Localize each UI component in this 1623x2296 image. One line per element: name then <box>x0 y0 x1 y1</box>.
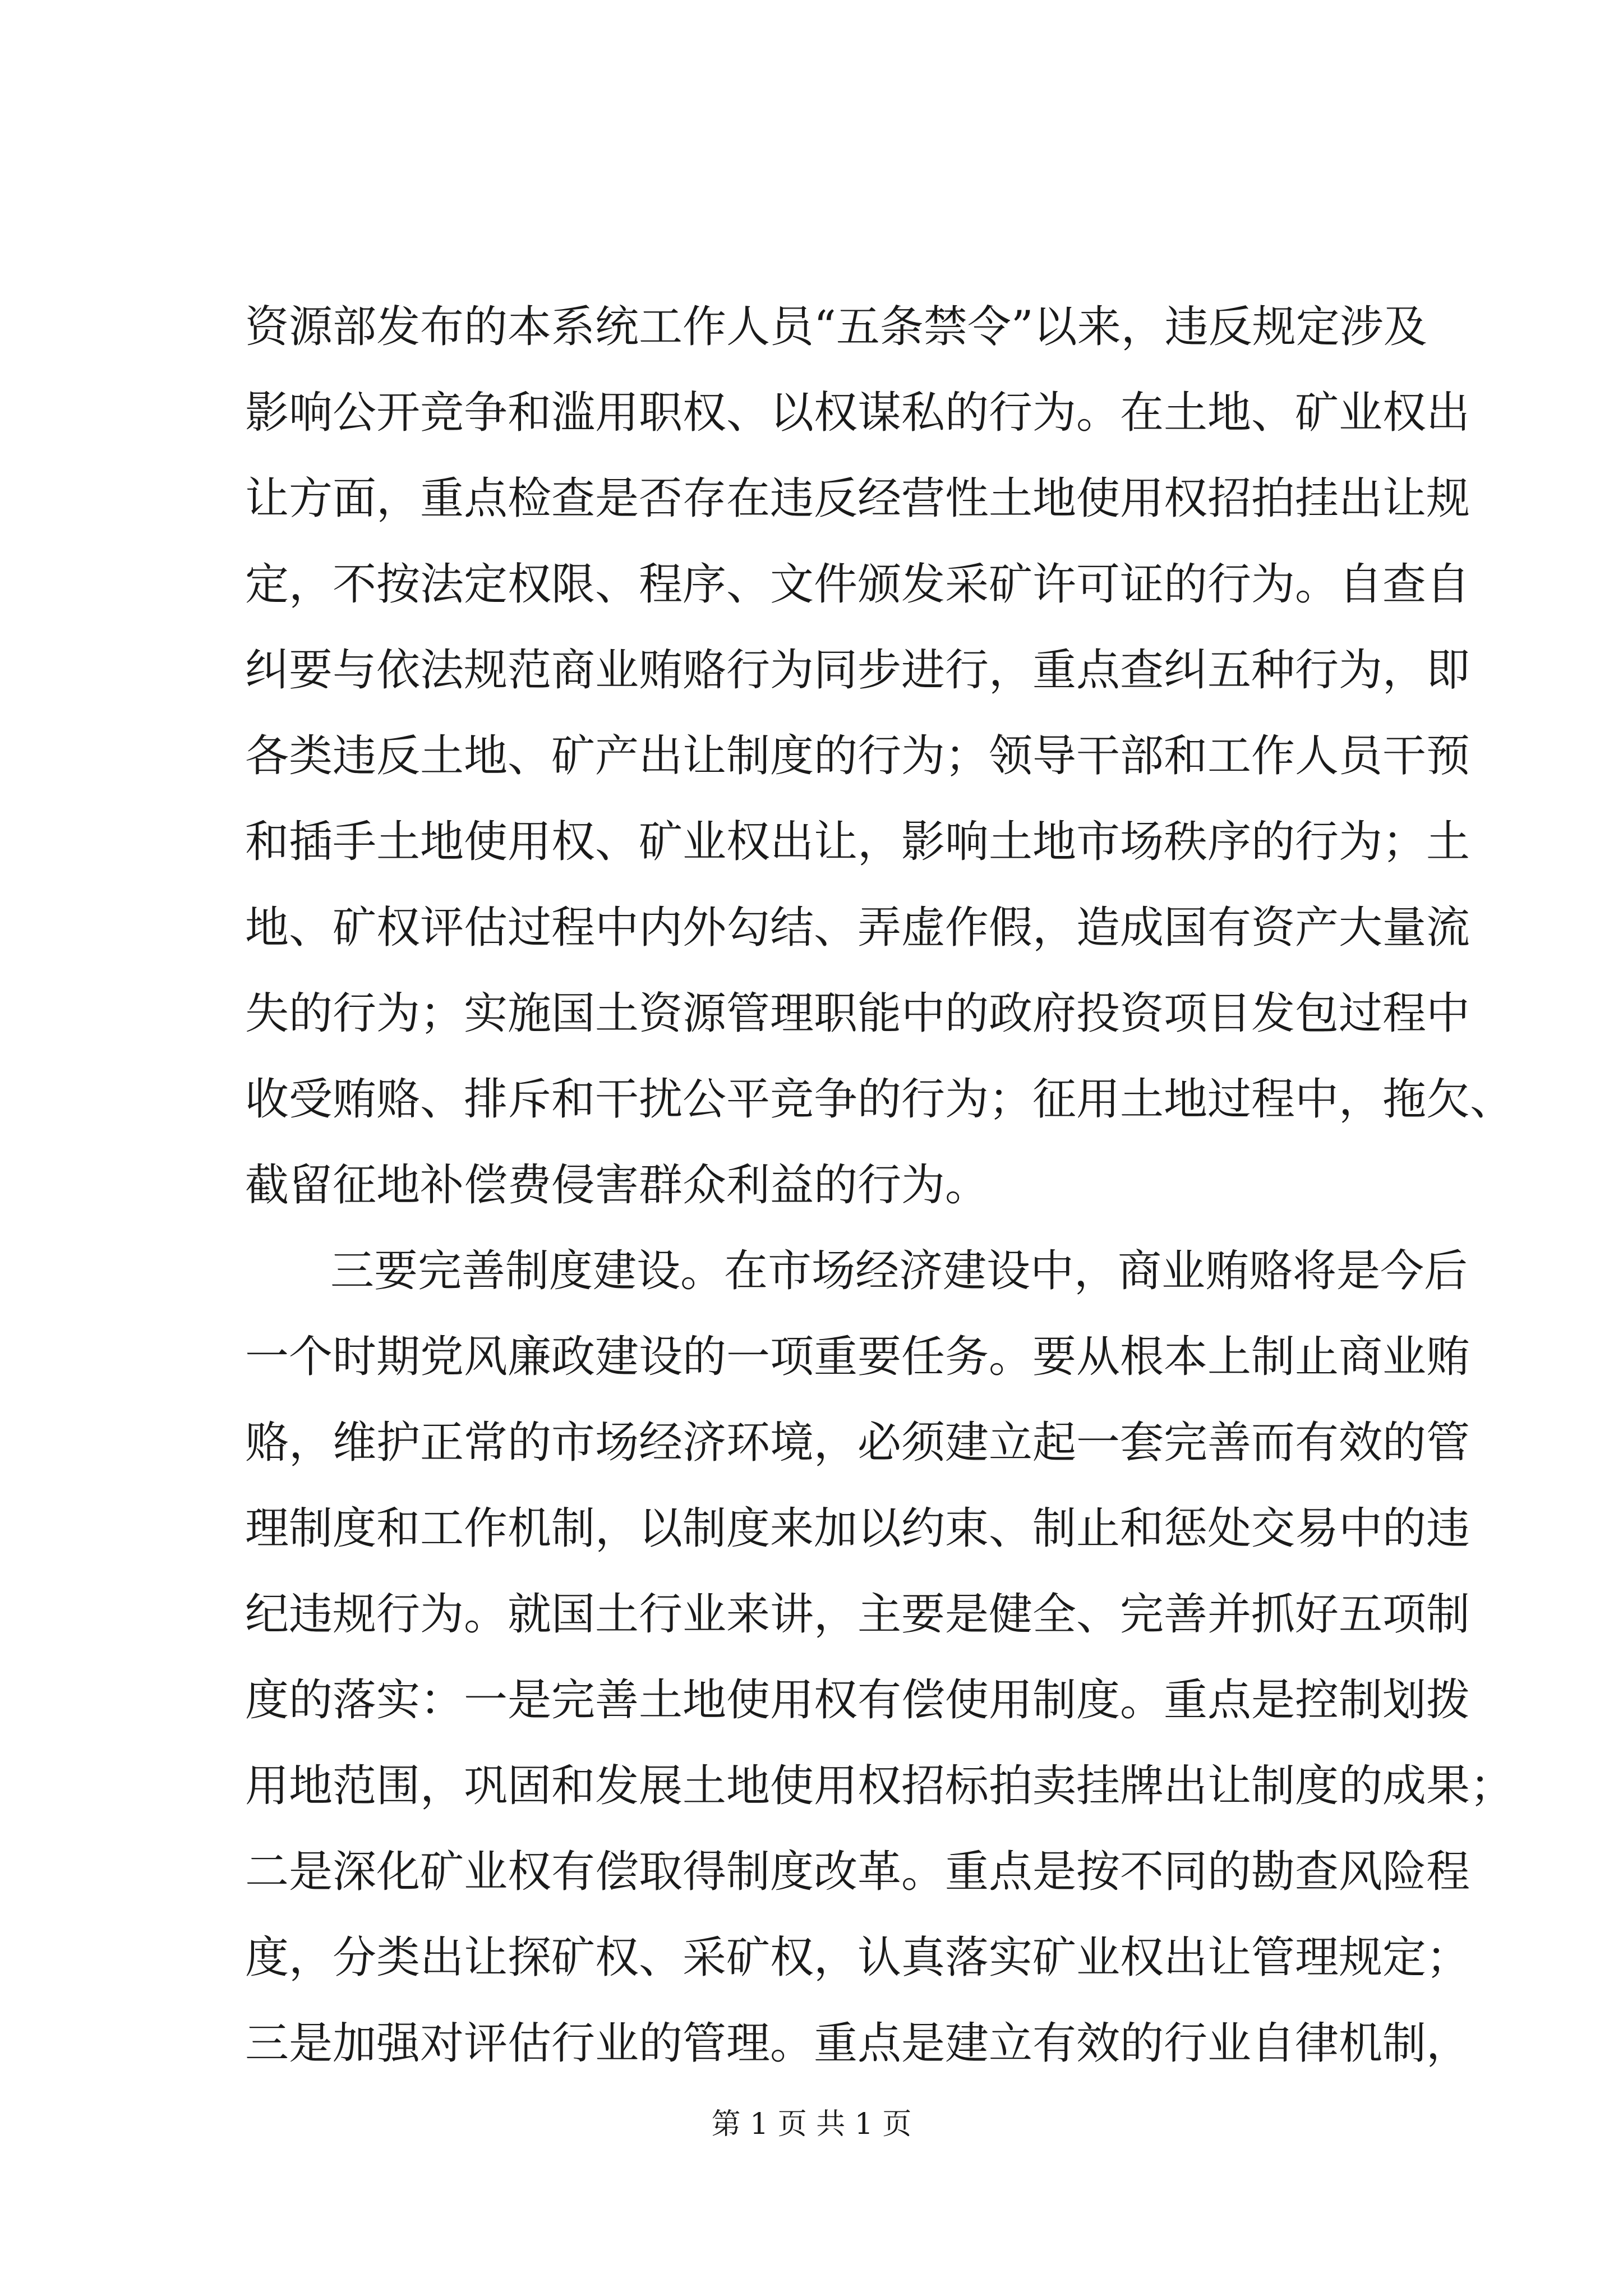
paragraph-2 <box>245 1228 1514 2087</box>
text-line: 影响公开竞争和滥用职权、以权谋私的行为。在土地、矿业权出 <box>245 388 1470 438</box>
text-line: 和插手土地使用权、矿业权出让，影响土地市场秩序的行为；土 <box>245 817 1470 867</box>
text-line: 三是加强对评估行业的管理。重点是建立有效的行业自律机制， <box>245 2018 1470 2069</box>
text-line: 地、矿权评估过程中内外勾结、弄虚作假，造成国有资产大量流 <box>245 903 1470 953</box>
text-line: 二是深化矿业权有偿取得制度改革。重点是按不同的勘查风险程 <box>245 1847 1470 1897</box>
text-line: 让方面，重点检查是否存在违反经营性土地使用权招拍挂出让规 <box>245 473 1470 524</box>
text-line: 截留征地补偿费侵害群众利益的行为。 <box>245 1160 989 1211</box>
text-line: 定，不按法定权限、程序、文件颁发采矿许可证的行为。自查自 <box>245 559 1470 610</box>
text-line: 各类违反土地、矿产出让制度的行为；领导干部和工作人员干预 <box>245 731 1470 781</box>
text-line: 纪违规行为。就国土行业来讲，主要是健全、完善并抓好五项制 <box>245 1589 1470 1640</box>
text-line: 一个时期党风廉政建设的一项重要任务。要从根本上制止商业贿 <box>245 1332 1470 1382</box>
text-line: 纠要与依法规范商业贿赂行为同步进行，重点查纠五种行为，即 <box>245 645 1470 696</box>
text-line: 资源部发布的本系统工作人员“五条禁令”以来，违反规定涉及 <box>245 302 1427 352</box>
text-line: 理制度和工作机制，以制度来加以约束、制止和惩处交易中的违 <box>245 1503 1470 1554</box>
text-line: 度，分类出让探矿权、采矿权，认真落实矿业权出让管理规定； <box>245 1932 1470 1983</box>
text-line: 度的落实：一是完善土地使用权有偿使用制度。重点是控制划拨 <box>245 1675 1470 1726</box>
text-line: 赂，维护正常的市场经济环境，必须建立起一套完善而有效的管 <box>245 1418 1470 1468</box>
text-line: 收受贿赂、排斥和干扰公平竞争的行为；征用土地过程中，拖欠、 <box>245 1074 1514 1125</box>
page-number-label: 第 1 页 共 1 页 <box>711 2108 912 2141</box>
page-footer <box>0 2105 1623 2144</box>
paragraph-1 <box>245 284 1514 1228</box>
text-line: 用地范围，巩固和发展土地使用权招标拍卖挂牌出让制度的成果； <box>245 1761 1514 1811</box>
text-line: 三要完善制度建设。在市场经济建设中，商业贿赂将是今后 <box>330 1246 1468 1296</box>
text-line: 失的行为；实施国土资源管理职能中的政府投资项目发包过程中 <box>245 988 1470 1039</box>
document-body <box>245 284 1514 2087</box>
